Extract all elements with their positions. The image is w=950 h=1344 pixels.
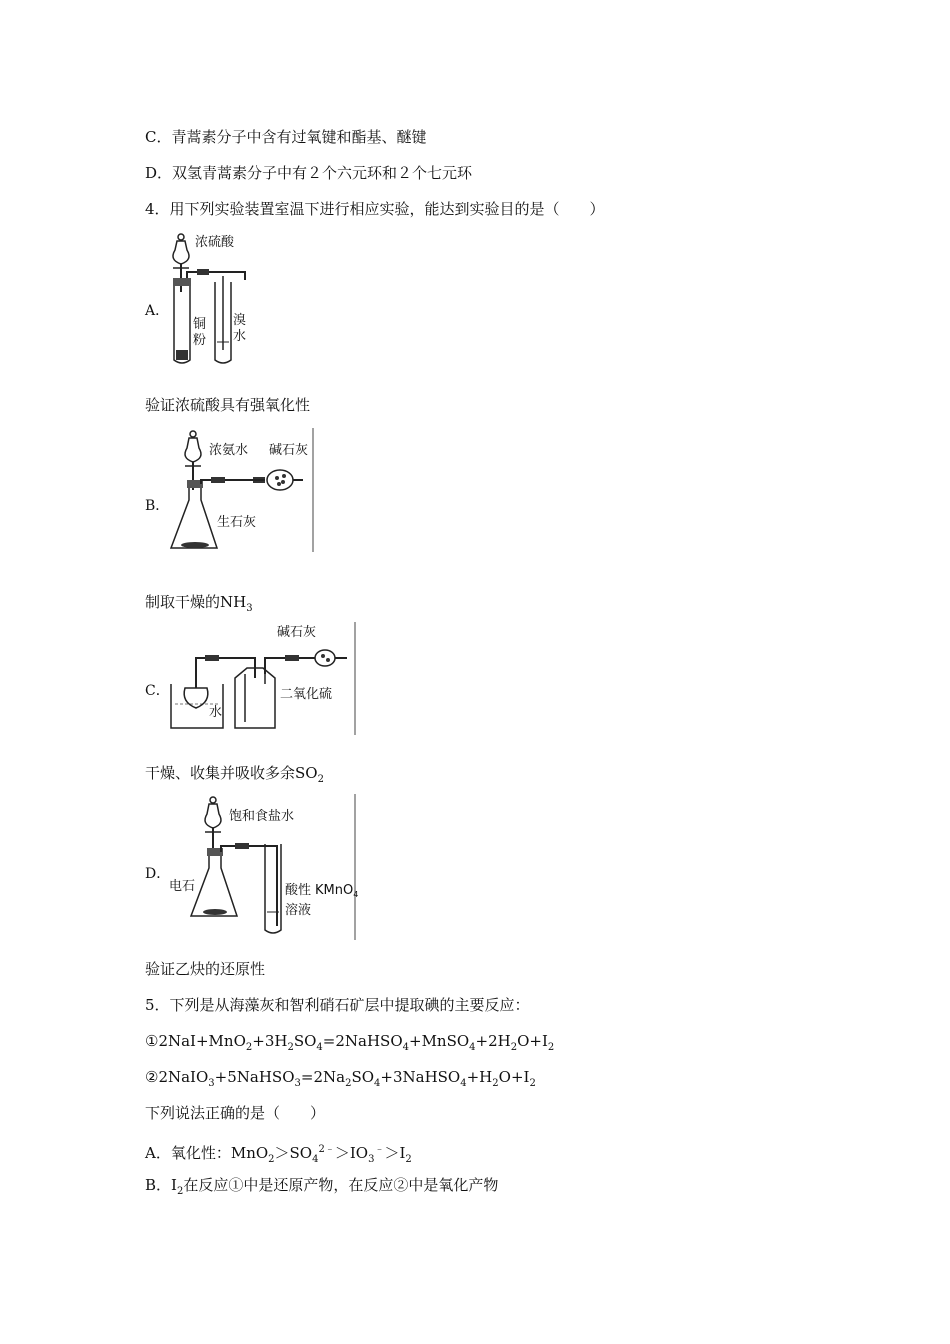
fig-c-beaker-label: 水 [209,705,223,720]
q3-option-d: D．双氢青蒿素分子中有２个六元环和２个七元环 [145,164,473,182]
q5-option-a: A．氧化性：$MnO_2>SO_4^{2﹣}>IO_3^﹣>I_2$ [145,1144,412,1165]
q5-option-b: B．$I_2$在反应①中是还原产物，在反应②中是氧化产物 [145,1176,499,1197]
q4-stem: 4．用下列实验装置室温下进行相应实验，能达到实验目的是（ ） [145,200,605,218]
fig-a-right-label-1: 溴 [233,313,247,328]
q4-option-b-caption: 制取干燥的$NH_3$ [145,593,253,614]
q4-option-a-label: A． [145,303,170,319]
figure-c-apparatus [165,622,360,735]
fig-a-right-label-2: 水 [233,329,247,344]
fig-c-bottle-label: 二氧化硫 [280,687,333,702]
fig-a-left-label-1: 铜 [193,317,207,332]
fig-d-funnel-label: 饱和食盐水 [229,809,295,824]
q4-option-c-caption: 干燥、收集并吸收多余$SO_2$ [145,764,324,785]
q5-stem: 5．下列是从海藻灰和智利硝石矿层中提取碘的主要反应： [145,996,530,1014]
fig-d-flask-label: 电石 [169,879,196,894]
fig-d-tube-label-2: 溶液 [285,903,312,918]
figure-d-apparatus [165,794,360,940]
fig-b-tube-label: 碱石灰 [269,443,309,458]
fig-a-funnel-label: 浓硫酸 [195,235,235,250]
q4-option-d-label: D． [145,866,171,882]
fig-c-tube-label: 碱石灰 [277,625,317,640]
q4-option-a-caption: 验证浓硫酸具有强氧化性 [145,396,311,414]
figure-a-apparatus [165,232,255,367]
q4-option-b-label: B． [145,498,170,514]
q4-option-c-label: C． [145,683,170,699]
q3-option-c: C．青蒿素分子中含有过氧键和酯基、醚键 [145,128,427,146]
q5-reaction-1: $①2NaI+MnO_2+3H_2SO_4=2NaHSO_4+MnSO_4+2H_2O+I_2$ [145,1032,555,1053]
q5-reaction-2: $②2NaIO_3+5NaHSO_3=2Na_2SO_4+3NaHSO_4+H_2O+I_2$ [145,1068,536,1089]
q4-option-d-caption: 验证乙炔的还原性 [145,960,266,978]
fig-d-tube-label-1: 酸性 [285,883,312,898]
fig-b-flask-label: 生石灰 [217,515,257,530]
fig-d-tube-label-3: KMnO$_4$ [315,883,359,899]
q5-stem-2: 下列说法正确的是（ ） [145,1104,326,1122]
figure-b-apparatus [165,428,315,552]
fig-b-funnel-label: 浓氨水 [209,443,249,458]
fig-a-left-label-2: 粉 [193,333,207,348]
